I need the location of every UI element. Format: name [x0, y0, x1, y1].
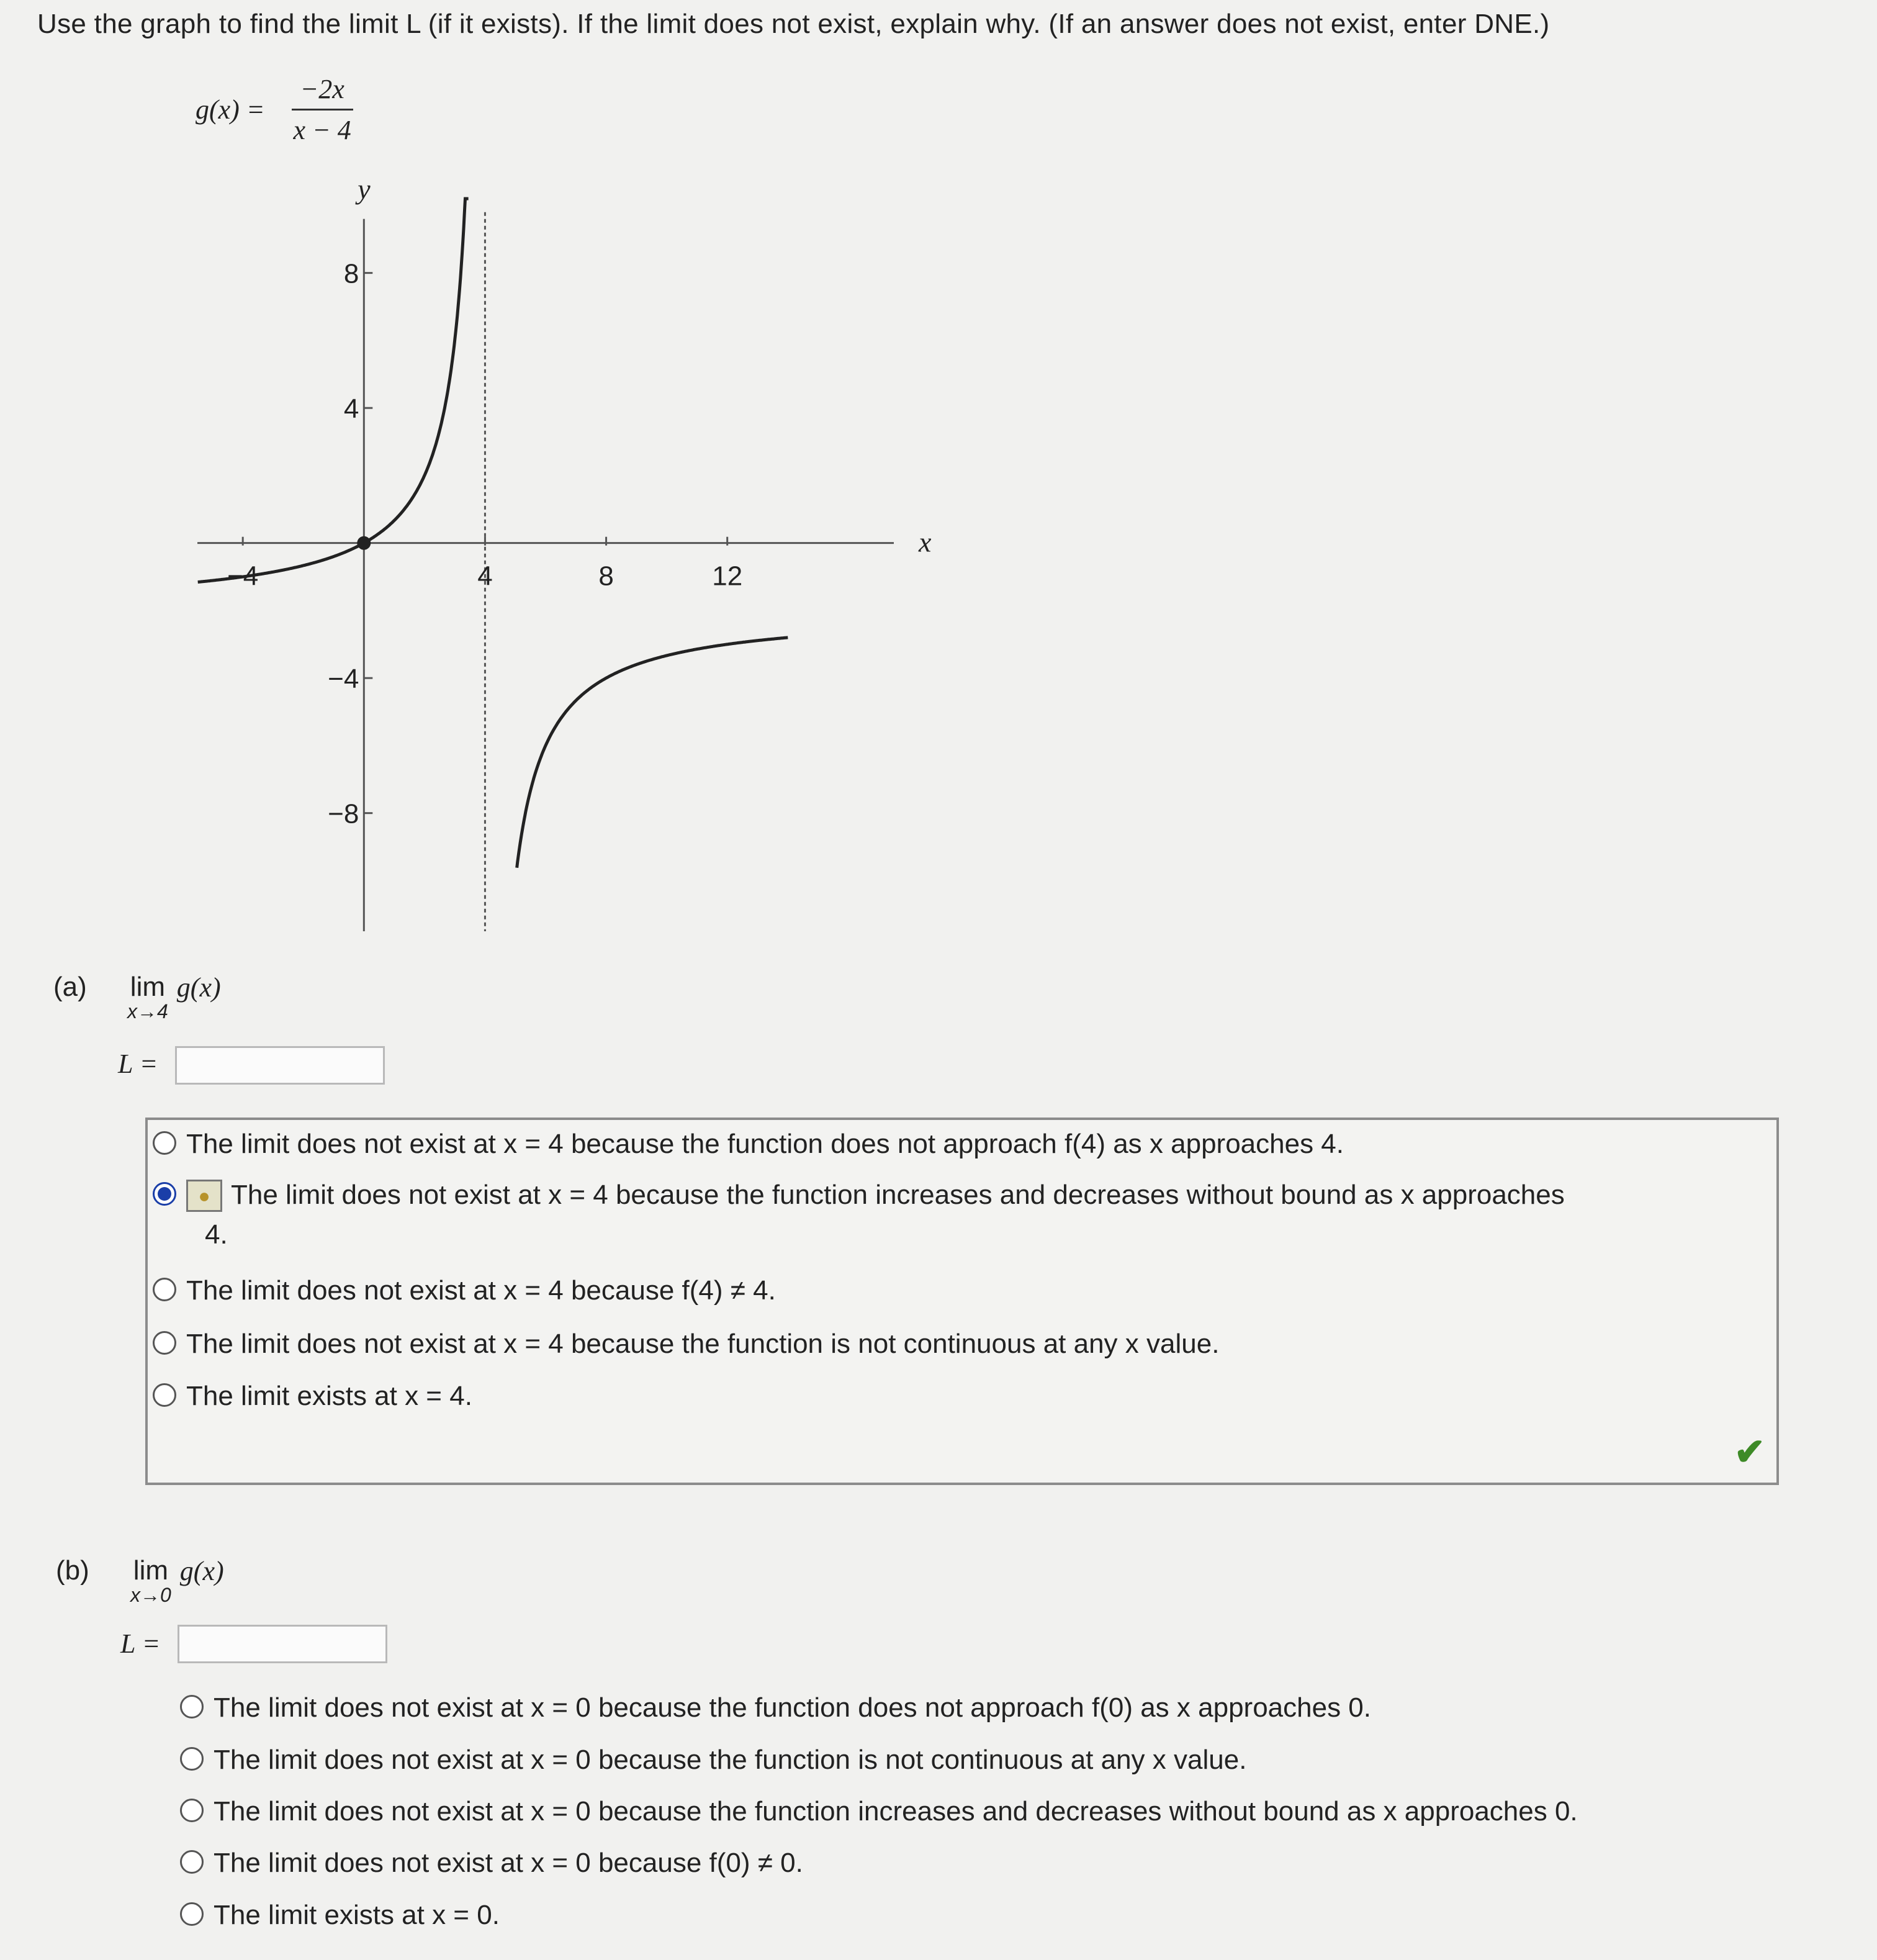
- part-a-choice-panel: [145, 1118, 1779, 1485]
- radio-unselected[interactable]: [180, 1747, 204, 1771]
- part-b-L-label: L =: [120, 1628, 161, 1659]
- function-denominator: x − 4: [293, 115, 351, 145]
- instructions: Use the graph to find the limit L (if it exists). If the limit does not exist, explain why. (If an answer does not exist, enter DNE.): [37, 9, 1550, 39]
- y-tick-label: 4: [343, 394, 359, 425]
- curves: [198, 199, 788, 868]
- part-a-lim-word: lim: [130, 972, 165, 1002]
- y-tick-label: −8: [328, 798, 359, 829]
- part-a-option-2-text: The limit does not exist at x = 4 because the function increases and decreases without bound as x approaches: [231, 1180, 1565, 1210]
- radio-unselected[interactable]: [180, 1799, 204, 1822]
- radio-unselected[interactable]: [153, 1131, 176, 1155]
- right-branch-curve: [517, 638, 788, 868]
- part-b-option-4-text: The limit does not exist at x = 0 because f(0) ≠ 0.: [214, 1848, 803, 1878]
- part-b-option-1-text: The limit does not exist at x = 0 because the function does not approach f(0) as x approaches 0.: [214, 1692, 1371, 1723]
- part-a-L-label: L =: [118, 1049, 158, 1079]
- part-a-label: (a): [53, 972, 87, 1002]
- part-b-limit: [130, 1555, 224, 1607]
- part-a-answer-input[interactable]: [175, 1046, 385, 1085]
- y-tick-label: −4: [328, 664, 359, 695]
- function-graph: [186, 180, 956, 950]
- key-icon: ●: [186, 1180, 222, 1212]
- function-numerator: −2x: [292, 73, 353, 111]
- function-lhs: g(x) =: [196, 94, 265, 125]
- left-branch-curve: [198, 199, 469, 582]
- part-a-option-4[interactable]: [153, 1329, 1219, 1360]
- radio-selected[interactable]: [153, 1182, 176, 1206]
- part-a-option-3[interactable]: [153, 1275, 776, 1306]
- part-a-lim-expr: g(x): [176, 972, 221, 1003]
- part-a-lim-sub: x→4: [127, 1000, 168, 1023]
- radio-unselected[interactable]: [180, 1902, 204, 1926]
- part-a-option-2-wrap: 4.: [205, 1219, 228, 1250]
- part-a-option-5[interactable]: [153, 1381, 472, 1412]
- part-a-option-2[interactable]: [153, 1180, 1565, 1212]
- part-a-option-1[interactable]: [153, 1129, 1344, 1160]
- part-b-option-3-text: The limit does not exist at x = 0 because the function increases and decreases without bound as x approaches 0.: [214, 1796, 1578, 1827]
- checkmark-icon: ✔: [1734, 1431, 1765, 1473]
- part-b-label: (b): [56, 1555, 89, 1586]
- origin-point: [357, 536, 371, 550]
- part-b-option-3[interactable]: [180, 1796, 1578, 1827]
- part-b-lim-sub: x→0: [130, 1584, 171, 1606]
- part-b-option-2-text: The limit does not exist at x = 0 because the function is not continuous at any x value.: [214, 1745, 1247, 1775]
- part-a-option-5-text: The limit exists at x = 4.: [186, 1381, 472, 1411]
- part-a-option-4-text: The limit does not exist at x = 4 because the function is not continuous at any x value.: [186, 1329, 1220, 1359]
- y-tick-label: 8: [343, 258, 359, 289]
- part-a-limit: [127, 972, 221, 1023]
- function-fraction: [285, 73, 360, 146]
- part-b-answer-input[interactable]: [178, 1625, 387, 1663]
- x-tick-label: 8: [598, 561, 614, 592]
- x-tick-label: 4: [477, 561, 493, 592]
- x-tick-label: −4: [227, 561, 259, 592]
- radio-unselected[interactable]: [180, 1695, 204, 1718]
- radio-unselected[interactable]: [153, 1383, 176, 1407]
- radio-unselected[interactable]: [180, 1850, 204, 1874]
- radio-unselected[interactable]: [153, 1278, 176, 1301]
- axes: [197, 180, 932, 931]
- part-b-option-5[interactable]: [180, 1900, 500, 1931]
- x-axis-label: x: [919, 526, 932, 558]
- part-b-option-2[interactable]: [180, 1745, 1246, 1776]
- radio-unselected[interactable]: [153, 1331, 176, 1355]
- part-b-lim-word: lim: [133, 1555, 168, 1586]
- function-definition: [196, 73, 360, 146]
- part-a-option-1-text: The limit does not exist at x = 4 because the function does not approach f(4) as x approaches 4.: [186, 1129, 1344, 1159]
- y-axis-label: y: [358, 180, 371, 205]
- part-b-option-4[interactable]: [180, 1848, 803, 1879]
- part-b-lim-expr: g(x): [179, 1556, 224, 1586]
- part-a-option-3-text: The limit does not exist at x = 4 because f(4) ≠ 4.: [186, 1275, 776, 1306]
- part-b-option-1[interactable]: [180, 1692, 1371, 1723]
- x-tick-label: 12: [712, 561, 743, 592]
- part-b-option-5-text: The limit exists at x = 0.: [214, 1900, 500, 1930]
